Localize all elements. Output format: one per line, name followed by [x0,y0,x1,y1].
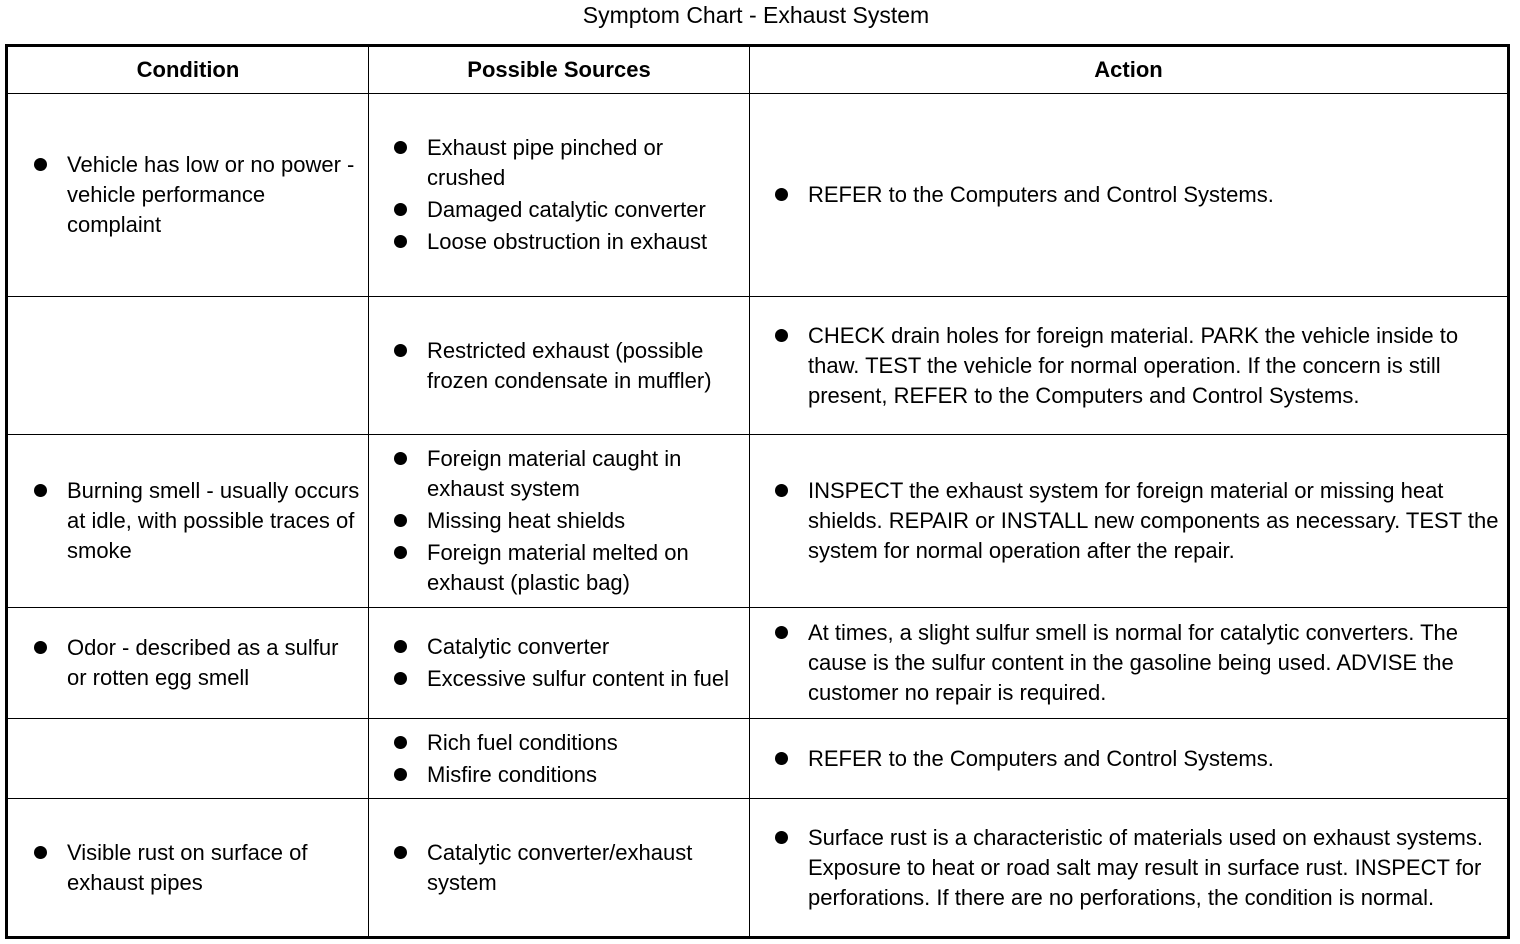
header-row [7,46,1509,94]
sources-cell [369,435,750,608]
source-item: Restricted exhaust (possible frozen condensate in muffler) [427,336,745,396]
header-condition: Condition [7,46,369,94]
condition-item: Burning smell - usually occurs at idle, with possible traces of smoke [67,476,364,566]
condition-cell [7,297,369,435]
action-item: INSPECT the exhaust system for foreign material or missing heat shields. REPAIR or INSTALL new components as necessary. TEST the system for normal operation after the repair. [808,476,1503,566]
condition-item: Vehicle has low or no power - vehicle performance complaint [67,150,364,240]
action-item: CHECK drain holes for foreign material. PARK the vehicle inside to thaw. TEST the vehicle for normal operation. If the concern is still present, REFER to the Computers and Control Systems. [808,321,1503,411]
table-row [7,799,1509,938]
source-item: Catalytic converter [427,632,745,662]
table-row [7,435,1509,608]
header-possible-sources: Possible Sources [369,46,750,94]
condition-cell [7,799,369,938]
condition-item: Visible rust on surface of exhaust pipes [67,838,364,898]
action-item: REFER to the Computers and Control Systems. [808,744,1503,774]
sources-cell [369,608,750,719]
source-item: Loose obstruction in exhaust [427,227,745,257]
action-cell [750,435,1509,608]
condition-cell [7,435,369,608]
source-item: Foreign material melted on exhaust (plastic bag) [427,538,745,598]
condition-cell [7,719,369,799]
source-item: Catalytic converter/exhaust system [427,838,745,898]
chart-title: Symptom Chart - Exhaust System [582,2,930,28]
header-action: Action [750,46,1509,94]
sources-cell [369,297,750,435]
symptom-chart-table [5,44,1510,939]
sources-cell [369,94,750,297]
source-item: Misfire conditions [427,760,745,790]
source-item: Foreign material caught in exhaust system [427,444,745,504]
source-item: Rich fuel conditions [427,728,745,758]
action-item: Surface rust is a characteristic of materials used on exhaust systems. Exposure to heat or road salt may result in surface rust. INSPECT for perforations. If there are no perforations, the condition is normal. [808,823,1503,913]
source-item: Damaged catalytic converter [427,195,745,225]
action-cell [750,297,1509,435]
table-row [7,608,1509,719]
source-item: Missing heat shields [427,506,745,536]
table-row [7,297,1509,435]
sources-cell [369,719,750,799]
table-row [7,94,1509,297]
table-row [7,719,1509,799]
action-item: At times, a slight sulfur smell is normal for catalytic converters. The cause is the sulfur content in the gasoline being used. ADVISE the customer no repair is required. [808,618,1503,708]
source-item: Excessive sulfur content in fuel [427,664,745,694]
condition-cell [7,608,369,719]
source-item: Exhaust pipe pinched or crushed [427,133,745,193]
sources-cell [369,799,750,938]
condition-cell [7,94,369,297]
action-item: REFER to the Computers and Control Systems. [808,180,1503,210]
action-cell [750,719,1509,799]
action-cell [750,608,1509,719]
action-cell [750,799,1509,938]
condition-item: Odor - described as a sulfur or rotten egg smell [67,633,364,693]
action-cell [750,94,1509,297]
